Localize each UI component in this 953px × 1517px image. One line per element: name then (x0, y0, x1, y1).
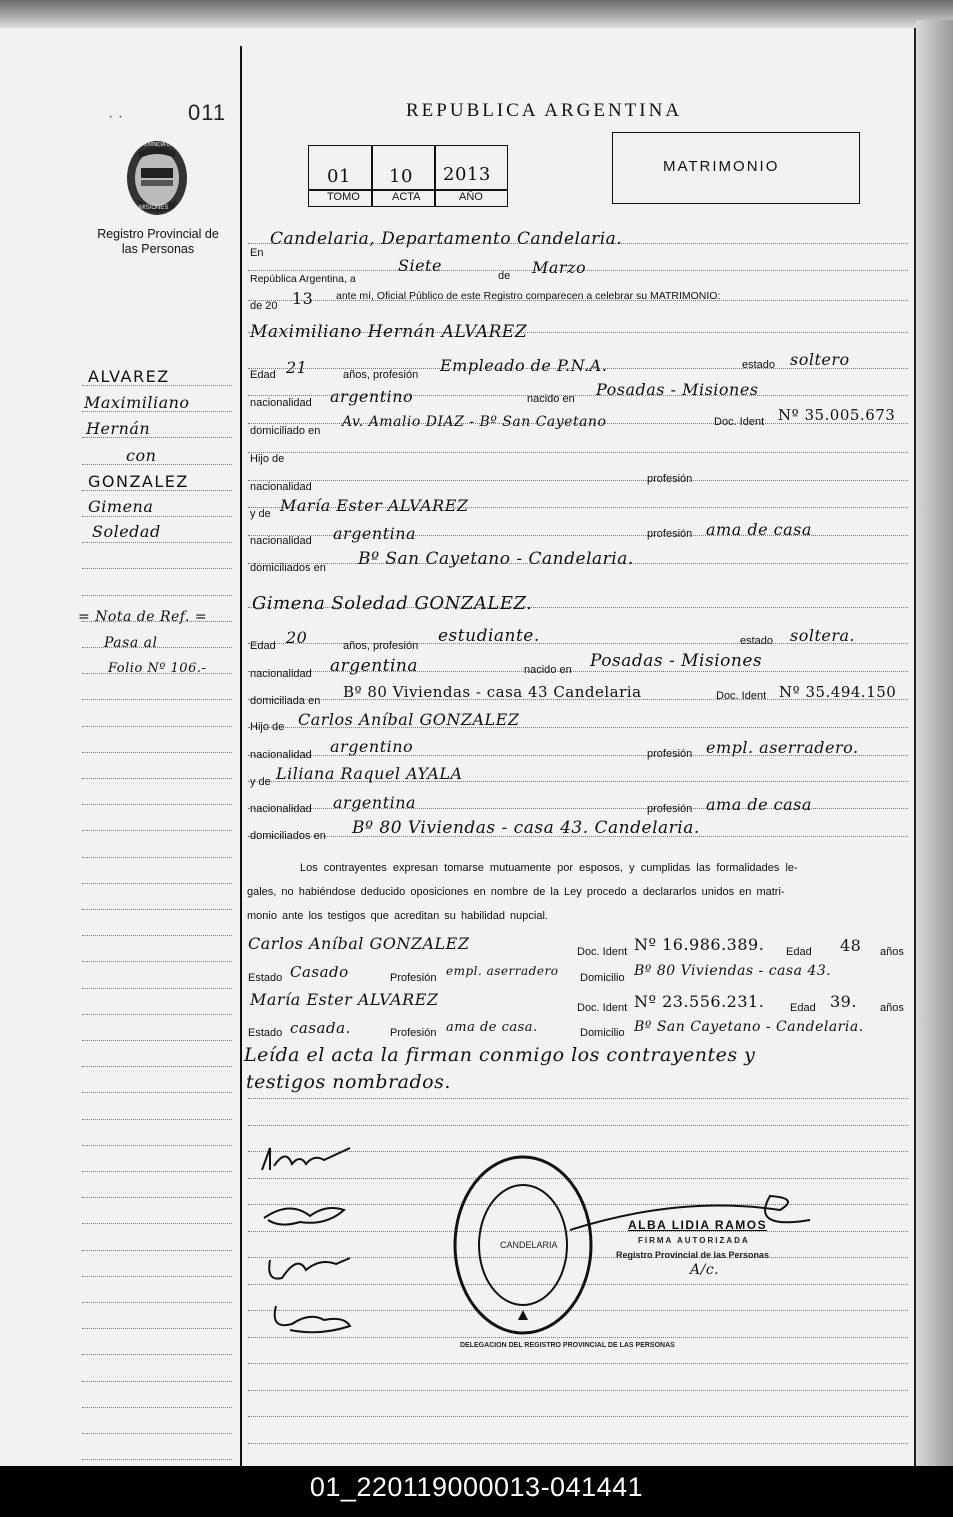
margin-rule-line (82, 1407, 232, 1408)
margin-rule-line (82, 752, 232, 753)
bride-age: 20 (286, 628, 308, 647)
closing-line1: Leída el acta la firman conmigo los contrayentes y (244, 1044, 756, 1066)
margin-rule-line (82, 1040, 232, 1041)
witness2-profession: ama de casa. (446, 1020, 538, 1035)
groom-doc: Nº 35.005.673 (778, 406, 896, 424)
body-rule-line (248, 452, 908, 453)
margin-rule-line (82, 516, 232, 517)
witness1-address: Bº 80 Viviendas - casa 43. (634, 963, 832, 979)
margin-rule-line (82, 988, 232, 989)
groom-parents-address: Bº San Cayetano - Candelaria. (358, 549, 634, 569)
statement-line1: Los contrayentes expresan tomarse mutuamente por esposos, y cumplidas las formalidades le- (300, 862, 798, 874)
officer-title: FIRMA AUTORIZADA (638, 1236, 750, 1245)
witness1-doc: Nº 16.986.389. (634, 935, 765, 954)
label-nacionalidad-b2: nacionalidad (250, 749, 312, 761)
margin-rule-line (82, 595, 232, 596)
label-en: En (250, 247, 264, 259)
footer-code: 01_220119000013-041441 (309, 1472, 644, 1502)
groom-mother: María Ester ALVAREZ (280, 496, 469, 515)
bride-nationality: argentina (330, 656, 419, 676)
bride-father-profession: empl. aserradero. (706, 738, 859, 757)
label-anos-w1: años (880, 946, 904, 958)
label-nacionalidad: nacionalidad (250, 397, 312, 409)
label-ante: ante mí, Oficial Público de este Registro comparecen a celebrar su MATRIMONIO: (336, 290, 721, 302)
act-type: MATRIMONIO (663, 158, 780, 175)
label-republica: República Argentina, a (250, 273, 356, 285)
label-domicilio-w1: Domicilio (580, 972, 625, 984)
ano-value: 2013 (443, 164, 491, 185)
stamp-ring-text: DELEGACION DEL REGISTRO PROVINCIAL DE LAS PERSONAS (460, 1342, 675, 1349)
body-rule-line (248, 1098, 908, 1099)
seal-top-text: PROVINCIA DE (138, 142, 174, 148)
footer-code-bar (0, 1466, 953, 1517)
margin-con: con (126, 446, 157, 465)
bride-mother-nationality: argentina (333, 793, 417, 812)
bride-mother: Liliana Raquel AYALA (276, 764, 463, 783)
label-edad-w1: Edad (786, 946, 812, 958)
margin-rule-line (82, 1145, 232, 1146)
margin-rule-line (82, 804, 232, 805)
right-rule (914, 28, 916, 1466)
speck-marks: · · (108, 108, 124, 125)
label-estado-b: estado (740, 635, 774, 647)
witness1-status: Casado (290, 963, 349, 981)
witness2-name: María Ester ALVAREZ (250, 990, 439, 1009)
groom-full-name: Maximiliano Hernán ALVAREZ (250, 322, 528, 342)
ano-label: AÑO (459, 191, 483, 203)
page-title: REPUBLICA ARGENTINA (406, 100, 683, 121)
label-nacido-en: nacido en (527, 393, 575, 405)
margin-bride-surname: GONZALEZ (88, 472, 189, 491)
groom-mother-profession: ama de casa (706, 520, 812, 539)
label-hijo-de-b: Hijo de (250, 721, 285, 733)
margin-rule-line (82, 1250, 232, 1251)
tomo-acta-ano-box (308, 145, 508, 207)
officer-note: A/c. (690, 1262, 720, 1278)
witness1-profession: empl. aserradero (446, 964, 559, 978)
label-doc-ident: Doc. Ident (714, 416, 765, 428)
label-estado: estado (742, 359, 776, 371)
margin-rule-line (82, 909, 232, 910)
statement-line3: monio ante los testigos que acreditan su habilidad nupcial. (247, 910, 548, 922)
margin-rule-line (82, 857, 232, 858)
body-rule-line (248, 1416, 908, 1417)
page-edge (916, 20, 953, 1466)
acta-value: 10 (389, 166, 413, 187)
bride-full-name: Gimena Soledad GONZALEZ. (252, 593, 533, 614)
margin-rule-line (82, 1197, 232, 1198)
label-profesion-3: profesión (647, 528, 693, 540)
label-estado-w2: Estado (248, 1027, 283, 1039)
label-estado-w1: Estado (248, 972, 283, 984)
margin-ref-line3: Folio Nº 106.- (108, 661, 207, 676)
label-nacionalidad-b3: nacionalidad (250, 803, 312, 815)
bride-profession: estudiante. (438, 626, 540, 646)
body-rule-line (248, 1125, 908, 1126)
body-rule-line (248, 1390, 908, 1391)
label-nacionalidad-b: nacionalidad (250, 668, 312, 680)
bride-status: soltera. (790, 626, 856, 645)
margin-rule-line (82, 1092, 232, 1093)
officer-name: ALBA LIDIA RAMOS (628, 1218, 768, 1232)
top-shadow (0, 0, 953, 28)
label-anos-profesion-b: años, profesión (343, 640, 419, 652)
bride-mother-profession: ama de casa (706, 795, 812, 814)
margin-rule-line (82, 1328, 232, 1329)
groom-status: soltero (790, 350, 850, 369)
margin-groom-name1: Maximiliano (84, 393, 190, 412)
label-profesion-b2: profesión (647, 748, 693, 760)
label-profesion-w1: Profesión (390, 972, 437, 984)
margin-rule-line (82, 1433, 232, 1434)
margin-rule-line (82, 1014, 232, 1015)
closing-line2: testigos nombrados. (246, 1071, 451, 1093)
label-doc-ident-b: Doc. Ident (716, 690, 767, 702)
label-y-de-b: y de (250, 776, 271, 788)
margin-groom-surname: ALVAREZ (88, 367, 170, 386)
bride-address: Bº 80 Viviendas - casa 43 Candelaria (343, 683, 642, 701)
officer-signature (560, 1190, 820, 1240)
label-edad-w2: Edad (790, 1002, 816, 1014)
label-domicilio-w2: Domicilio (580, 1027, 625, 1039)
margin-rule-line (82, 830, 232, 831)
label-de: de (498, 270, 511, 282)
label-doc-ident-w1: Doc. Ident (577, 946, 628, 958)
stamp-center-text: CANDELARIA (500, 1240, 558, 1250)
witness1-age: 48 (840, 936, 862, 955)
label-profesion-w2: Profesión (390, 1027, 437, 1039)
bride-born-in: Posadas - Misiones (590, 651, 763, 671)
bride-father: Carlos Aníbal GONZALEZ (298, 710, 520, 729)
margin-rule-line (82, 1459, 232, 1460)
margin-rule-line (82, 1119, 232, 1120)
bride-doc: Nº 35.494.150 (779, 683, 897, 701)
margin-bride-name2: Soledad (92, 522, 161, 541)
body-rule-line (248, 480, 908, 481)
officer-registry: Registro Provincial de las Personas (616, 1250, 770, 1260)
margin-rule-line (82, 1171, 232, 1172)
margin-rule-line (82, 1066, 232, 1067)
label-de20: de 20 (250, 300, 278, 312)
bride-father-nationality: argentino (330, 737, 414, 756)
registry-name: Registro Provincial de las Personas (97, 227, 219, 256)
groom-age: 21 (286, 358, 308, 377)
label-domiciliados-b: domiciliados en (250, 830, 326, 842)
label-domiciliada: domiciliada en (250, 695, 321, 707)
witness2-age: 39. (830, 992, 857, 1011)
margin-rule-line (82, 778, 232, 779)
margin-rule-line (82, 1223, 232, 1224)
bride-parents-address: Bº 80 Viviendas - casa 43. Candelaria. (352, 818, 700, 838)
statement-line2: gales, no habiéndose deducido oposiciones en nombre de la Ley procedo a declararlos unidos en matri- (247, 886, 785, 898)
margin-ref-line1: = Nota de Ref. = (78, 609, 208, 625)
act-type-box (612, 132, 860, 204)
label-nacido-en-b: nacido en (524, 664, 572, 676)
margin-ref-line2: Pasa al (104, 635, 158, 651)
groom-nationality: argentino (330, 387, 414, 406)
acta-label: ACTA (392, 191, 421, 203)
groom-profession: Empleado de P.N.A. (440, 356, 608, 375)
margin-rule-line (82, 568, 232, 569)
margin-rule-line (82, 935, 232, 936)
margin-rule-line (82, 961, 232, 962)
label-profesion-2: profesión (647, 473, 693, 485)
label-nacionalidad-3: nacionalidad (250, 535, 312, 547)
margin-rule-line (82, 883, 232, 884)
label-domiciliado: domiciliado en (250, 425, 321, 437)
seal-bottom-text: MISIONES (139, 205, 169, 211)
groom-mother-nationality: argentina (333, 524, 417, 543)
margin-bride-name1: Gimena (88, 497, 154, 516)
place: Candelaria, Departamento Candelaria. (270, 229, 623, 249)
label-profesion-b3: profesión (647, 803, 693, 815)
folio-number: 011 (188, 100, 227, 125)
margin-rule-line (82, 699, 232, 700)
witness2-status: casada. (290, 1019, 351, 1037)
tomo-value: 01 (327, 166, 351, 187)
margin-rule-line (82, 726, 232, 727)
label-doc-ident-w2: Doc. Ident (577, 1002, 628, 1014)
signature-scribbles (240, 1130, 370, 1350)
margin-rule-line (82, 464, 232, 465)
witness1-name: Carlos Aníbal GONZALEZ (248, 934, 470, 953)
groom-address: Av. Amalio DIAZ - Bº San Cayetano (342, 414, 607, 430)
margin-groom-name2: Hernán (86, 419, 151, 438)
label-y-de: y de (250, 508, 271, 520)
margin-rule-line (82, 1276, 232, 1277)
margin-rule-line (82, 1354, 232, 1355)
tomo-label: TOMO (327, 191, 360, 203)
groom-born-in: Posadas - Misiones (596, 380, 759, 399)
label-edad-b: Edad (250, 640, 276, 652)
margin-rule-line (82, 542, 232, 543)
witness2-address: Bº San Cayetano - Candelaria. (634, 1019, 864, 1035)
margin-rule-line (82, 1381, 232, 1382)
body-rule-line (248, 1443, 908, 1444)
label-hijo-de: Hijo de (250, 453, 285, 465)
body-rule-line (248, 1363, 908, 1364)
witness2-doc: Nº 23.556.231. (634, 992, 765, 1011)
year-suffix: 13 (292, 289, 314, 308)
label-domiciliados: domiciliados en (250, 562, 326, 574)
label-edad: Edad (250, 369, 276, 381)
day: Siete (398, 256, 442, 275)
label-nacionalidad-2: nacionalidad (250, 481, 312, 493)
month: Marzo (532, 258, 587, 277)
margin-rule-line (82, 1302, 232, 1303)
label-anos-profesion: años, profesión (343, 369, 419, 381)
label-anos-w2: años (880, 1002, 904, 1014)
